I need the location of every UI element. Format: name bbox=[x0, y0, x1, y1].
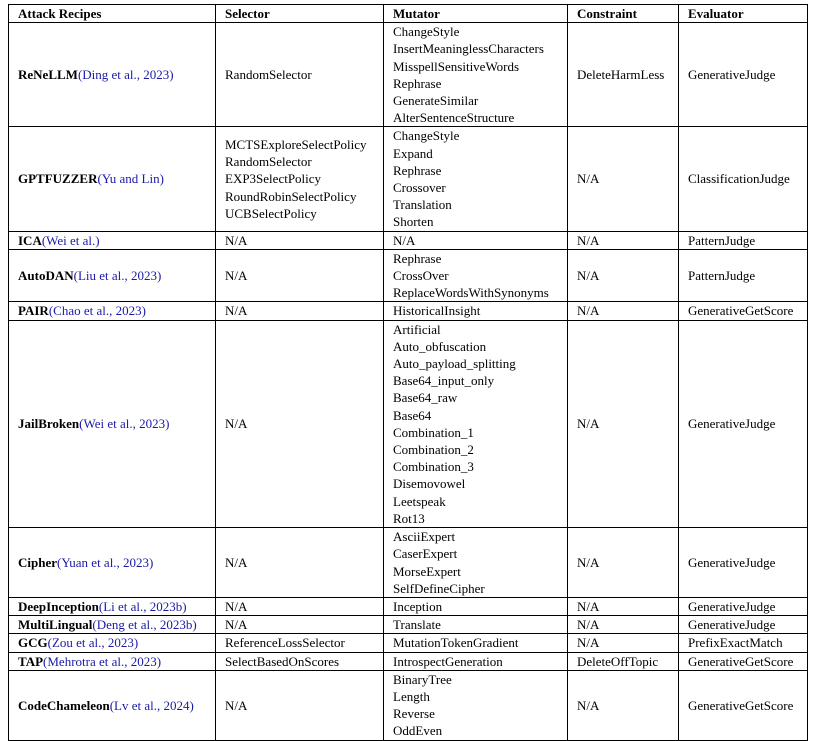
header-constraint: Constraint bbox=[568, 5, 679, 23]
attack-recipe-cell bbox=[9, 670, 216, 740]
mutator-item: ChangeStyle bbox=[393, 128, 460, 144]
table-row bbox=[9, 616, 808, 634]
constraint-cell: DeleteOffTopic bbox=[568, 652, 679, 670]
attack-recipe-name: Cipher bbox=[18, 554, 57, 570]
mutator-item: CrossOver bbox=[393, 268, 449, 284]
mutator-item: GenerateSimilar bbox=[393, 93, 479, 109]
selector-item: N/A bbox=[225, 598, 248, 614]
citation-link: (Chao et al., 2023) bbox=[48, 303, 146, 319]
mutator-item: Auto_obfuscation bbox=[393, 338, 487, 354]
constraint-cell: N/A bbox=[568, 127, 679, 231]
selector-item: N/A bbox=[225, 697, 248, 713]
evaluator-cell: GenerativeGetScore bbox=[679, 652, 808, 670]
selector-item: N/A bbox=[225, 303, 248, 319]
attack-recipe-cell bbox=[9, 127, 216, 231]
mutator-cell bbox=[384, 616, 568, 634]
table-row bbox=[9, 652, 808, 670]
table-row bbox=[9, 597, 808, 615]
selector-item: EXP3SelectPolicy bbox=[225, 171, 322, 187]
citation-link: (Wei et al.) bbox=[41, 232, 100, 248]
selector-item: ReferenceLossSelector bbox=[225, 635, 345, 651]
mutator-cell bbox=[384, 634, 568, 652]
citation-link: (Deng et al., 2023b) bbox=[92, 617, 197, 633]
citation-link: (Zou et al., 2023) bbox=[47, 635, 139, 651]
mutator-item: Base64 bbox=[393, 407, 432, 423]
mutator-item: InsertMeaninglessCharacters bbox=[393, 41, 544, 57]
mutator-item: ChangeStyle bbox=[393, 24, 460, 40]
attack-recipe-cell bbox=[9, 652, 216, 670]
mutator-item: Base64_input_only bbox=[393, 373, 495, 389]
evaluator-cell: GenerativeJudge bbox=[679, 597, 808, 615]
selector-item: N/A bbox=[225, 416, 248, 432]
selector-cell bbox=[216, 616, 384, 634]
header-mutator: Mutator bbox=[384, 5, 568, 23]
mutator-item: Combination_2 bbox=[393, 442, 474, 458]
mutator-cell bbox=[384, 528, 568, 598]
selector-cell bbox=[216, 652, 384, 670]
selector-item: N/A bbox=[225, 617, 248, 633]
evaluator-cell: GenerativeJudge bbox=[679, 528, 808, 598]
constraint-cell: N/A bbox=[568, 528, 679, 598]
mutator-item: Leetspeak bbox=[393, 493, 446, 509]
attack-recipe-cell bbox=[9, 302, 216, 320]
mutator-item: Reverse bbox=[393, 706, 435, 722]
attack-recipe-name: GCG bbox=[18, 635, 48, 651]
mutator-item: Artificial bbox=[393, 321, 441, 337]
constraint-cell: N/A bbox=[568, 302, 679, 320]
mutator-cell bbox=[384, 23, 568, 127]
attack-recipe-name: TAP bbox=[18, 653, 44, 669]
attack-recipe-name: GPTFUZZER bbox=[18, 171, 98, 187]
selector-cell bbox=[216, 634, 384, 652]
selector-cell bbox=[216, 127, 384, 231]
evaluator-cell: PatternJudge bbox=[679, 249, 808, 302]
evaluator-cell: PrefixExactMatch bbox=[679, 634, 808, 652]
mutator-cell bbox=[384, 670, 568, 740]
attack-recipe-name: MultiLingual bbox=[18, 617, 93, 633]
mutator-item: Translation bbox=[393, 197, 452, 213]
constraint-cell: N/A bbox=[568, 249, 679, 302]
header-row bbox=[9, 5, 808, 23]
mutator-item: BinaryTree bbox=[393, 671, 452, 687]
attack-recipe-name: AutoDAN bbox=[18, 268, 74, 284]
attack-recipe-name: DeepInception bbox=[18, 598, 99, 614]
citation-link: (Mehrotra et al., 2023) bbox=[43, 653, 162, 669]
mutator-item: AsciiExpert bbox=[393, 529, 456, 545]
mutator-item: Rephrase bbox=[393, 162, 442, 178]
table-row bbox=[9, 249, 808, 302]
table-row bbox=[9, 127, 808, 231]
citation-link: (Li et al., 2023b) bbox=[98, 598, 187, 614]
mutator-item: ReplaceWordsWithSynonyms bbox=[393, 285, 549, 301]
attack-recipe-name: CodeChameleon bbox=[18, 697, 110, 713]
mutator-item: IntrospectGeneration bbox=[393, 653, 503, 669]
citation-link: (Wei et al., 2023) bbox=[79, 416, 170, 432]
selector-cell bbox=[216, 249, 384, 302]
evaluator-cell: GenerativeGetScore bbox=[679, 670, 808, 740]
attack-recipe-cell bbox=[9, 231, 216, 249]
mutator-item: Inception bbox=[393, 598, 443, 614]
mutator-cell bbox=[384, 320, 568, 527]
constraint-cell: DeleteHarmLess bbox=[568, 23, 679, 127]
evaluator-cell: GenerativeJudge bbox=[679, 616, 808, 634]
selector-cell bbox=[216, 320, 384, 527]
mutator-item: MisspellSensitiveWords bbox=[393, 58, 520, 74]
header-evaluator: Evaluator bbox=[679, 5, 808, 23]
mutator-cell bbox=[384, 249, 568, 302]
selector-item: RandomSelector bbox=[225, 67, 312, 83]
selector-item: SelectBasedOnScores bbox=[225, 653, 340, 669]
mutator-item: MutationTokenGradient bbox=[393, 635, 519, 651]
mutator-item: Combination_3 bbox=[393, 459, 474, 475]
citation-link: (Lv et al., 2024) bbox=[109, 697, 194, 713]
mutator-item: SelfDefineCipher bbox=[393, 580, 485, 596]
attack-recipes-table bbox=[8, 4, 808, 741]
mutator-cell bbox=[384, 302, 568, 320]
evaluator-cell: GenerativeGetScore bbox=[679, 302, 808, 320]
attack-recipe-name: ICA bbox=[18, 232, 42, 248]
table-row bbox=[9, 634, 808, 652]
selector-item: N/A bbox=[225, 232, 248, 248]
selector-cell bbox=[216, 528, 384, 598]
mutator-item: CaserExpert bbox=[393, 546, 458, 562]
constraint-cell: N/A bbox=[568, 231, 679, 249]
constraint-cell: N/A bbox=[568, 616, 679, 634]
mutator-item: MorseExpert bbox=[393, 563, 461, 579]
citation-link: (Yuan et al., 2023) bbox=[57, 554, 154, 570]
constraint-cell: N/A bbox=[568, 320, 679, 527]
mutator-item: OddEven bbox=[393, 723, 443, 739]
mutator-item: Rot13 bbox=[393, 510, 425, 526]
attack-recipe-cell bbox=[9, 23, 216, 127]
table-row bbox=[9, 320, 808, 527]
table-row bbox=[9, 302, 808, 320]
mutator-item: Combination_1 bbox=[393, 424, 474, 440]
mutator-item: Rephrase bbox=[393, 250, 442, 266]
selector-item: MCTSExploreSelectPolicy bbox=[225, 137, 367, 153]
evaluator-cell: PatternJudge bbox=[679, 231, 808, 249]
selector-cell bbox=[216, 23, 384, 127]
table-body bbox=[9, 23, 808, 740]
header-attack-recipes: Attack Recipes bbox=[9, 5, 216, 23]
attack-recipe-cell bbox=[9, 634, 216, 652]
selector-item: N/A bbox=[225, 268, 248, 284]
citation-link: (Liu et al., 2023) bbox=[73, 268, 162, 284]
header-selector: Selector bbox=[216, 5, 384, 23]
mutator-item: Shorten bbox=[393, 214, 434, 230]
mutator-item: Auto_payload_splitting bbox=[393, 356, 516, 372]
selector-item: RandomSelector bbox=[225, 154, 312, 170]
constraint-cell: N/A bbox=[568, 597, 679, 615]
mutator-cell bbox=[384, 127, 568, 231]
evaluator-cell: GenerativeJudge bbox=[679, 23, 808, 127]
constraint-cell: N/A bbox=[568, 670, 679, 740]
table-row bbox=[9, 231, 808, 249]
attack-recipe-name: JailBroken bbox=[18, 416, 80, 432]
citation-link: (Yu and Lin) bbox=[97, 171, 164, 187]
constraint-cell: N/A bbox=[568, 634, 679, 652]
table-row bbox=[9, 670, 808, 740]
citation-link: (Ding et al., 2023) bbox=[77, 67, 174, 83]
mutator-item: HistoricalInsight bbox=[393, 303, 481, 319]
table-row bbox=[9, 528, 808, 598]
mutator-cell bbox=[384, 597, 568, 615]
attack-recipe-cell bbox=[9, 320, 216, 527]
selector-cell bbox=[216, 597, 384, 615]
attack-recipe-name: PAIR bbox=[18, 303, 49, 319]
attack-recipe-cell bbox=[9, 528, 216, 598]
mutator-item: Base64_raw bbox=[393, 390, 458, 406]
evaluator-cell: ClassificationJudge bbox=[679, 127, 808, 231]
mutator-item: Expand bbox=[393, 145, 433, 161]
selector-item: N/A bbox=[225, 554, 248, 570]
mutator-item: Rephrase bbox=[393, 75, 442, 91]
mutator-item: AlterSentenceStructure bbox=[393, 110, 515, 126]
selector-cell bbox=[216, 231, 384, 249]
mutator-item: Length bbox=[393, 688, 430, 704]
evaluator-cell: GenerativeJudge bbox=[679, 320, 808, 527]
attack-recipe-name: ReNeLLM bbox=[18, 67, 78, 83]
selector-item: RoundRobinSelectPolicy bbox=[225, 188, 357, 204]
mutator-item: Translate bbox=[393, 617, 441, 633]
mutator-cell bbox=[384, 231, 568, 249]
attack-recipe-cell bbox=[9, 597, 216, 615]
selector-cell bbox=[216, 302, 384, 320]
selector-cell bbox=[216, 670, 384, 740]
selector-item: UCBSelectPolicy bbox=[225, 205, 317, 221]
attack-recipe-cell bbox=[9, 616, 216, 634]
mutator-item: Disemovowel bbox=[393, 476, 466, 492]
mutator-item: N/A bbox=[393, 232, 416, 248]
mutator-item: Crossover bbox=[393, 180, 446, 196]
mutator-cell bbox=[384, 652, 568, 670]
attack-recipe-cell bbox=[9, 249, 216, 302]
table-row bbox=[9, 23, 808, 127]
